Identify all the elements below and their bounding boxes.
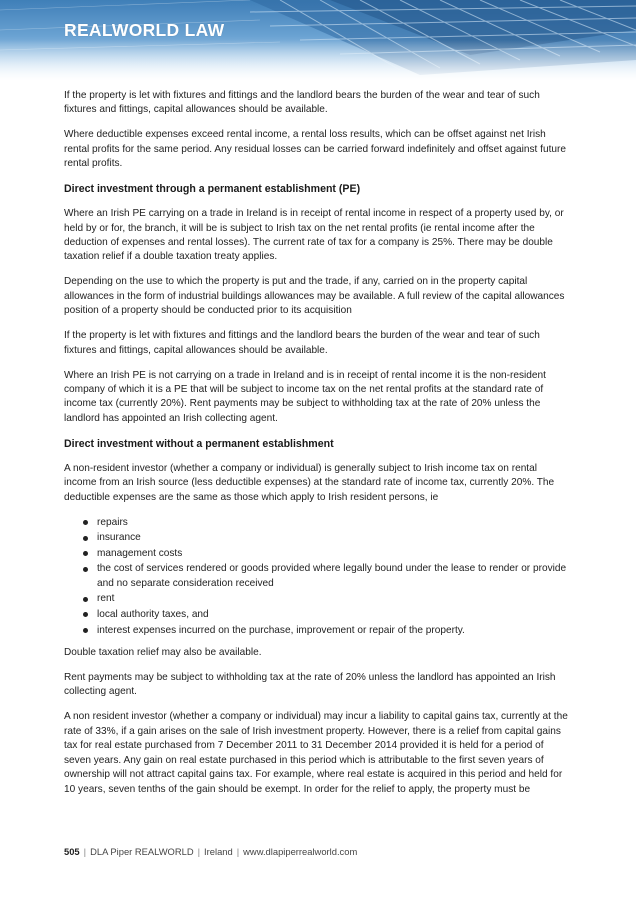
paragraph: A non-resident investor (whether a company or individual) is generally subject to Irish income tax on rental income from an Irish source (less deductible expenses) at the standard rate of income tax, currently 20%. The deductible expenses are the same as those which apply to Irish resident persons, ie — [64, 462, 555, 503]
footer-separator: | — [83, 846, 87, 857]
header-banner — [0, 0, 636, 80]
paragraph: Rent payments may be subject to withholding tax at the rate of 20% unless the landlord has appointed an Irish collecting agent. — [64, 672, 556, 698]
section-heading: Direct investment without a permanent establishment — [64, 437, 334, 450]
list-item: repairs — [83, 516, 572, 530]
list-item: management costs — [83, 547, 572, 561]
list-item: local authority taxes, and — [83, 608, 572, 622]
paragraph: Where an Irish PE carrying on a trade in Ireland is in receipt of rental income in respect of a property used by, or held by or for, the branch, it will be is subject to Irish tax on the net rental profits (ie rental income after the deduction of expenses and rental losses). The current rate of tax for a company is 25%. There may be double taxation relief if a double taxation treaty applies. — [64, 208, 564, 263]
paragraph: A non resident investor (whether a company or individual) may incur a liability to capital gains tax, currently at the rate of 33%, if a gain arises on the sale of Irish investment property. However, there is a relief from capital gains tax for real estate purchased from 7 December 2011 to 31 December 2014 provided it is held for a period of seven years. Any gain on real estate purchased in this period which is attributable to the first seven years of ownership will not attract capital gains tax. For example, where real estate is acquired in this period and held for 10 years, seven tenths of the gain should be exempt. In order for the relief to apply, the property must be — [64, 711, 568, 795]
list-item: interest expenses incurred on the purchase, improvement or repair of the property. — [83, 624, 572, 638]
publication-name: DLA Piper REALWORLD — [90, 846, 194, 857]
paragraph: If the property is let with fixtures and fittings and the landlord bears the burden of the wear and tear of such fixtures and fittings, capital allowances should be available. — [64, 330, 540, 356]
footer-separator: | — [197, 846, 201, 857]
paragraph: Where an Irish PE is not carrying on a trade in Ireland and is in receipt of rental income it is the non-resident company of which it is a PE that will be subject to income tax on the net rental profits at the standard rate of income tax (currently 20%). Rent payments may be subject to withholding tax at the rate of 20% unless the landlord has appointed an Irish collecting agent. — [64, 369, 546, 424]
list-item: the cost of services rendered or goods provided where legally bound under the lease to render or provide and no separate consideration received — [83, 562, 572, 591]
paragraph: Where deductible expenses exceed rental income, a rental loss results, which can be offset against net Irish rental profits for the same period. Any residual losses can be carried forward indefinitely and offset against future rental profits. — [64, 129, 566, 170]
paragraph: Depending on the use to which the property is put and the trade, if any, carried on in the property capital allowances in the form of industrial buildings allowances may be available. A full review of the capital allowances position of a property should be conducted prior to its acquisition — [64, 276, 565, 317]
footer-separator: | — [236, 846, 240, 857]
country-name: Ireland — [204, 846, 233, 857]
deductible-expenses-list — [64, 516, 572, 638]
brand-title: REALWORLD LAW — [64, 20, 225, 40]
page-footer — [64, 846, 357, 857]
document-body — [64, 89, 572, 808]
paragraph: If the property is let with fixtures and fittings and the landlord bears the burden of the wear and tear of such fixtures and fittings, capital allowances should be available. — [64, 90, 540, 116]
website-link[interactable]: www.dlapiperrealworld.com — [243, 846, 358, 857]
section-heading: Direct investment through a permanent establishment (PE) — [64, 183, 361, 196]
page-number: 505 — [64, 846, 80, 857]
list-item: insurance — [83, 531, 572, 545]
list-item: rent — [83, 592, 572, 606]
paragraph: Double taxation relief may also be available. — [64, 647, 262, 659]
